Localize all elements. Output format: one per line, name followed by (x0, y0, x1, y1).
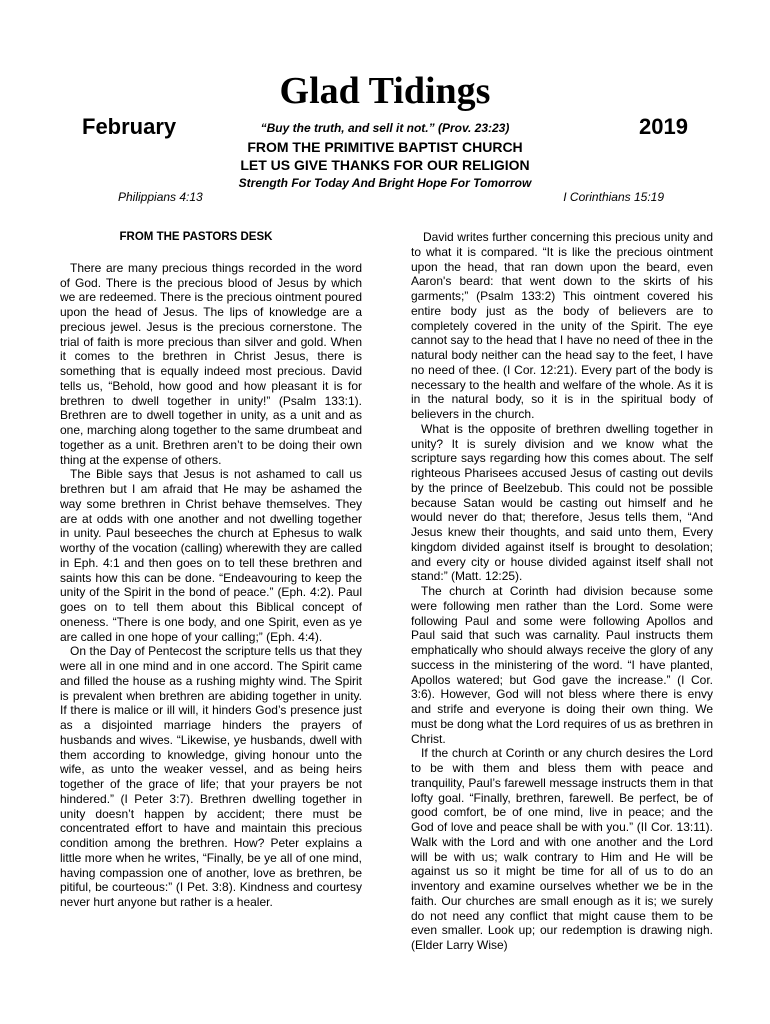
article-paragraph: If the church at Corinth or any church desires the Lord to be with them and bless them with peace and tranquility, Paul’s farewell message instructs them in that lofty goal. “Finally, brethren, farewell. Be perfect, be of good comfort, be of one mind, live in peace; and the God of love and peace shall be with you.” (II Cor. 13:11). Walk with the Lord and with one another and the Lord will be with us; walk contrary to Him and He will be against us so it might be time for all of us to do an inventory and examine ourselves whether we be in the faith. Our churches are small enough as it is; we surely do not need any conflict that might cause them to be even smaller. Look up; our redemption is drawing nigh. (Elder Larry Wise) (411, 746, 713, 952)
scripture-ref-right: I Corinthians 15:19 (563, 190, 664, 204)
article-column-left (60, 230, 362, 910)
article-paragraph: On the Day of Pentecost the scripture tells us that they were all in one mind and in one accord. The Spirit came and filled the house as a rushing mighty wind. The Spirit is prevalent when brethren are abiding together in unity. If there is malice or ill will, it hinders God’s presence just as a disjointed marriage hinders the prayers of husbands and wives. “Likewise, ye husbands, dwell with them according to knowledge, giving honour unto the wife, as unto the weaker vessel, and as being heirs together of the grace of life; that your prayers be not hindered.” (I Peter 3:7). Brethren dwelling together in unity doesn’t happen by accident; there must be concentrated effort to have and maintain this precious condition among the brethren. How? Peter explains a little more when he writes, “Finally, be ye all of one mind, having compassion one of another, love as brethren, be pitiful, be courteous:” (I Pet. 3:8). Kindness and courtesy never hurt anyone but rather is a healer. (60, 644, 362, 909)
church-line: FROM THE PRIMITIVE BAPTIST CHURCH (247, 139, 523, 155)
strength-line: Strength For Today And Bright Hope For Tomorrow (238, 176, 532, 190)
issue-year: 2019 (639, 114, 688, 139)
article-paragraph: The Bible says that Jesus is not ashamed to call us brethren but I am afraid that He may be ashamed the way some brethren in Christ behave themselves. They are at odds with one another and not dwelling together in unity. Paul beseeches the church at Ephesus to walk worthy of the vocation (calling) wherewith they are called in Eph. 4:1 and then goes on to tell these brethren and saints how this can be done. “Endeavouring to keep the unity of the Spirit in the bond of peace.” (Eph. 4:2). Paul goes on to tell them about this Biblical concept of oneness. “There is one body, and one Spirit, even as ye are called in one hope of your calling;” (Eph. 4:4). (60, 467, 362, 644)
masthead-title: Glad Tidings (279, 70, 491, 112)
motto: “Buy the truth, and sell it not.” (Prov. 23:23) (260, 121, 510, 135)
article-paragraph: What is the opposite of brethren dwelling together in unity? It is surely division and we know what the scripture says regarding how this comes about. The self righteous Pharisees accused Jesus of casting out devils by the prince of Beelzebub. This could not be possible because Satan would be casting out himself and he would never do that; therefore, Jesus tells them, “And Jesus knew their thoughts, and said unto them, Every kingdom divided against itself is brought to desolation; and every city or house divided against itself shall not stand:” (Matt. 12:25). (411, 421, 713, 584)
article-paragraph: The church at Corinth had division because some were following men rather than the Lord. Some were following Paul and some were following Apollos and Paul said that such was carnality. Paul instructs them emphatically who should always receive the glory of any success in the ministering of the word. “I have planted, Apollos watered; but God gave the increase.” (I Cor. 3:6). However, God will not bless where there is envy and strife and everyone is doing their own thing. We must be dong what the Lord requires of us as brethren in Christ. (411, 584, 713, 746)
article-paragraph: There are many precious things recorded in the word of God. There is the precious blood of Jesus by which we are redeemed. There is the precious ointment poured upon the head of Jesus. The lips of knowledge are a precious jewel. Jesus is the precious cornerstone. The trial of faith is more precious than silver and gold. When it comes to the brethren in Christ Jesus, there is something that is equally indeed most precious. David tells us, “Behold, how good and how pleasant it is for brethren to dwell together in unity!” (Psalm 133:1). Brethren are to dwell together in unity, as a unit and as one, marching along together to the same drumbeat and together as a unit. Brethren aren’t to be doing their own thing at the expense of others. (60, 260, 362, 467)
article-paragraph: David writes further concerning this precious unity and to what it is compared. “It is like the precious ointment upon the head, that ran down upon the beard, even Aaron's beard: that went down to the skirts of his garments;” (Psalm 133:2) This ointment covered his entire body just as the body of believers are to completely covered in the unity of the Spirit. The eye cannot say to the head that I have no need of thee in the natural body neither can the head say to the feet, I have no need of thee. (I Cor. 12:21). Every part of the body is necessary to the health and welfare of the whole. As it is in the natural body, so it is in the spiritual body of believers in the church. (411, 230, 713, 421)
thanks-line: LET US GIVE THANKS FOR OUR RELIGION (240, 157, 530, 173)
article-heading: FROM THE PASTORS DESK (119, 231, 273, 243)
scripture-ref-left: Philippians 4:13 (118, 190, 203, 204)
issue-month: February (82, 114, 177, 139)
article-column-right (411, 230, 713, 953)
